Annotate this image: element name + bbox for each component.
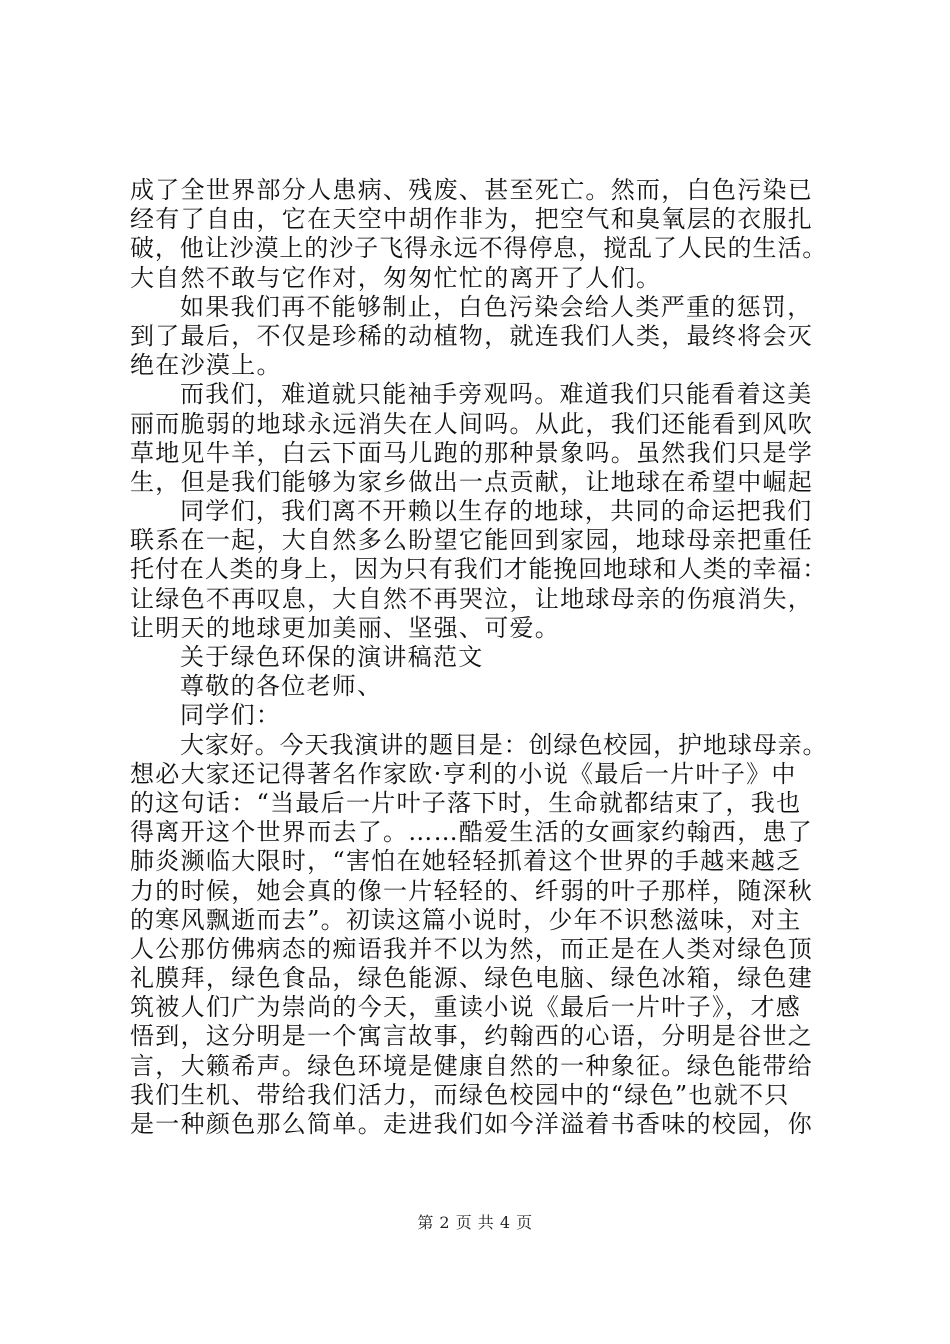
text-line: 言，大籁希声。绿色环境是健康自然的一种象征。绿色能带给: [130, 1051, 814, 1080]
text-line: 关于绿色环保的演讲稿范文: [180, 643, 484, 671]
text-line: 力的时候，她会真的像一片轻轻的、纤弱的叶子那样，随深秋: [130, 876, 814, 905]
page-footer: 第 2 页 共 4 页: [417, 1213, 533, 1232]
text-line: 破，他让沙漠上的沙子飞得永远不得停息，搅乱了人民的生活。: [130, 234, 828, 263]
document-body: [130, 176, 830, 1139]
text-line: 我们生机、带给我们活力，而绿色校园中的“绿色”也就不只: [130, 1080, 790, 1109]
text-line: 绝在沙漠上。: [130, 351, 282, 380]
text-line: 大自然不敢与它作对，匆匆忙忙的离开了人们。: [130, 263, 662, 292]
text-line: 如果我们再不能够制止，白色污染会给人类严重的惩罚，: [180, 292, 813, 321]
text-line: 生，但是我们能够为家乡做出一点贡献，让地球在希望中崛起: [130, 467, 814, 496]
text-line: 经有了自由，它在天空中胡作非为，把空气和臭氧层的衣服扎: [130, 205, 814, 234]
text-line: 的这句话：“当最后一片叶子落下时，生命就都结束了，我也: [130, 788, 802, 817]
text-line: 而我们，难道就只能袖手旁观吗。难道我们只能看着这美: [180, 380, 813, 409]
text-line: 同学们：: [180, 701, 282, 730]
text-line: 得离开这个世界而去了。……酷爱生活的女画家约翰西，患了: [130, 818, 814, 847]
text-line: 到了最后，不仅是珍稀的动植物，就连我们人类，最终将会灭: [130, 321, 814, 350]
text-line: 是一种颜色那么简单。走进我们如今洋溢着书香味的校园，你: [130, 1110, 814, 1138]
text-line: 成了全世界部分人患病、残废、甚至死亡。然而，白色污染已: [130, 176, 814, 204]
text-line: 肺炎濒临大限时，“害怕在她轻轻抓着这个世界的手越来越乏: [130, 847, 802, 876]
text-line: 丽而脆弱的地球永远消失在人间吗。从此，我们还能看到风吹: [130, 409, 814, 438]
text-line: 的寒风飘逝而去”。初读这篇小说时，少年不识愁滋味，对主: [130, 905, 802, 934]
text-line: 托付在人类的身上，因为只有我们才能挽回地球和人类的幸福：: [130, 555, 828, 584]
text-line: 筑被人们广为崇尚的今天，重读小说《最后一片叶子》，才感: [130, 993, 802, 1022]
text-line: 礼膜拜，绿色食品，绿色能源、绿色电脑、绿色冰箱，绿色建: [130, 964, 814, 993]
text-line: 同学们，我们离不开赖以生存的地球，共同的命运把我们: [180, 497, 813, 526]
text-line: 草地见牛羊，白云下面马儿跑的那种景象吗。虽然我们只是学: [130, 438, 814, 467]
text-line: 让明天的地球更加美丽、坚强、可爱。: [130, 613, 561, 642]
text-line: 尊敬的各位老师、: [180, 672, 383, 701]
text-line: 让绿色不再叹息，大自然不再哭泣，让地球母亲的伤痕消失，: [130, 584, 814, 613]
text-line: 人公那仿佛病态的痴语我并不以为然，而正是在人类对绿色顶: [130, 934, 814, 963]
text-line: 想必大家还记得著名作家欧·亨利的小说《最后一片叶子》中: [130, 759, 797, 788]
text-line: 大家好。今天我演讲的题目是：创绿色校园，护地球母亲。: [180, 730, 828, 759]
text-line: 悟到，这分明是一个寓言故事，约翰西的心语，分明是谷世之: [130, 1022, 814, 1051]
text-line: 联系在一起，大自然多么盼望它能回到家园，地球母亲把重任: [130, 526, 814, 555]
